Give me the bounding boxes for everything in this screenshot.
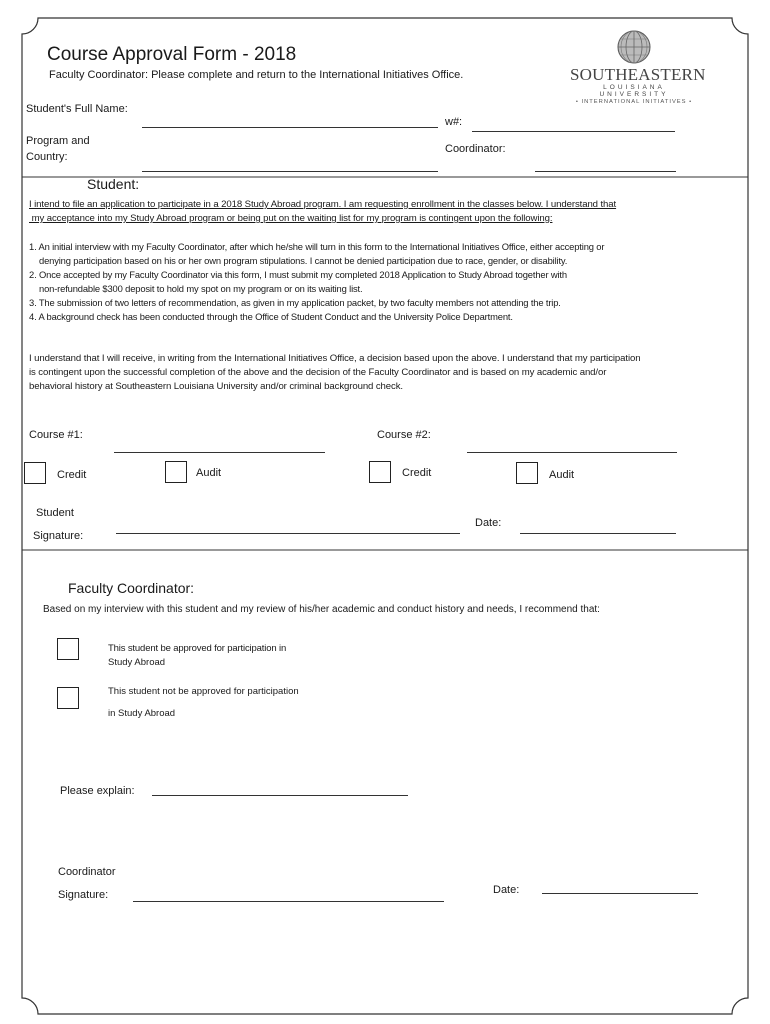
faculty-heading: Faculty Coordinator: <box>68 580 195 596</box>
course2-credit-checkbox[interactable] <box>369 461 391 483</box>
course1-credit-label: Credit <box>57 469 87 481</box>
condition-1-continued: denying participation based on his or her own program stipulations. I cannot be denied participation due to race, gender, or disability. <box>39 255 568 266</box>
approve-line2: Study Abroad <box>108 657 166 668</box>
condition-text: An initial interview with my Faculty Coordinator, after which he/she will turn in this form to the International Initiatives Office, either accepting or <box>38 241 605 252</box>
condition-1 <box>29 240 729 254</box>
course1-field[interactable] <box>114 452 325 453</box>
faculty-intro: Based on my interview with this student and my review of his/her academic and conduct history and needs, I recommend that: <box>43 604 600 615</box>
condition-2-continued: non-refundable $300 deposit to hold my spot on my program or on its waiting list. <box>39 283 363 294</box>
w-number-field[interactable] <box>472 131 675 132</box>
w-number-label: w#: <box>445 116 463 128</box>
course1-audit-checkbox[interactable] <box>165 461 187 483</box>
coordinator-label: Coordinator: <box>445 143 506 155</box>
explain-label: Please explain: <box>60 785 135 797</box>
coordinator-signature-label-line2: Signature: <box>58 889 109 901</box>
approve-checkbox[interactable] <box>57 638 79 660</box>
condition-number: 3. <box>29 297 37 308</box>
deny-line1: This student not be approved for participation <box>108 686 299 697</box>
condition-number: 1. <box>29 241 37 252</box>
approve-line1: This student be approved for participation in <box>108 643 287 654</box>
explain-field[interactable] <box>152 795 408 796</box>
form-title: Course Approval Form - 2018 <box>47 44 297 65</box>
form-subtitle: Faculty Coordinator: Please complete and return to the International Initiatives Office. <box>49 69 464 81</box>
university-logo <box>570 30 706 110</box>
globe-icon <box>570 30 698 66</box>
student-heading: Student: <box>87 176 140 192</box>
full-name-field[interactable] <box>142 127 438 128</box>
deny-checkbox[interactable] <box>57 687 79 709</box>
program-label-line2: Country: <box>26 151 68 163</box>
student-signature-field[interactable] <box>116 533 460 534</box>
coordinator-signature-field[interactable] <box>133 901 444 902</box>
logo-name: SOUTHEASTERN <box>570 65 706 84</box>
student-date-field[interactable] <box>520 533 676 534</box>
condition-text: A background check has been conducted through the Office of Student Conduct and the University Police Department. <box>38 311 513 322</box>
course2-credit-label: Credit <box>402 467 432 479</box>
condition-number: 2. <box>29 269 37 280</box>
course2-field[interactable] <box>467 452 677 453</box>
coordinator-date-label: Date: <box>493 884 520 896</box>
course2-label: Course #2: <box>377 429 431 441</box>
course2-audit-checkbox[interactable] <box>516 462 538 484</box>
condition-2 <box>29 268 729 282</box>
student-signature-label-line2: Signature: <box>33 530 84 542</box>
condition-text: Once accepted by my Faculty Coordinator via this form, I must submit my completed 2018 Application to Study Abroad together with <box>39 269 567 280</box>
course1-credit-checkbox[interactable] <box>24 462 46 484</box>
condition-4 <box>29 310 729 324</box>
course2-audit-label: Audit <box>549 469 575 481</box>
condition-number: 4. <box>29 311 37 322</box>
understand-line3: behavioral history at Southeastern Louisiana University and/or criminal background check. <box>29 381 403 392</box>
condition-text: The submission of two letters of recommendation, as given in my application packet, by two faculty members not attending the trip. <box>38 297 561 308</box>
coordinator-signature-label-line1: Coordinator <box>58 866 116 878</box>
logo-university: LOUISIANA UNIVERSITY <box>599 84 669 98</box>
condition-3 <box>29 296 729 310</box>
deny-line2: in Study Abroad <box>108 708 176 719</box>
student-intro-line1: I intend to file an application to participate in a 2018 Study Abroad program. I am requesting enrollment in the classes below. I understand that <box>29 199 617 210</box>
coordinator-date-field[interactable] <box>542 893 698 894</box>
student-intro-line2: my acceptance into my Study Abroad program or being put on the waiting list for my program is contingent upon the following: <box>29 213 553 224</box>
student-signature-label-line1: Student <box>36 507 74 519</box>
understand-line1: I understand that I will receive, in writing from the International Initiatives Office, a decision based upon the above. I understand that my participation <box>29 353 641 364</box>
course1-label: Course #1: <box>29 429 83 441</box>
logo-department: • INTERNATIONAL INITIATIVES • <box>575 99 693 105</box>
program-country-field[interactable] <box>142 171 438 172</box>
course1-audit-label: Audit <box>196 467 222 479</box>
full-name-label: Student's Full Name: <box>26 103 128 115</box>
program-label-line1: Program and <box>26 135 90 147</box>
student-date-label: Date: <box>475 517 502 529</box>
understand-line2: is contingent upon the successful completion of the above and the decision of the Faculty Coordinator and is based on my academic and/or <box>29 367 607 378</box>
coordinator-field[interactable] <box>535 171 676 172</box>
